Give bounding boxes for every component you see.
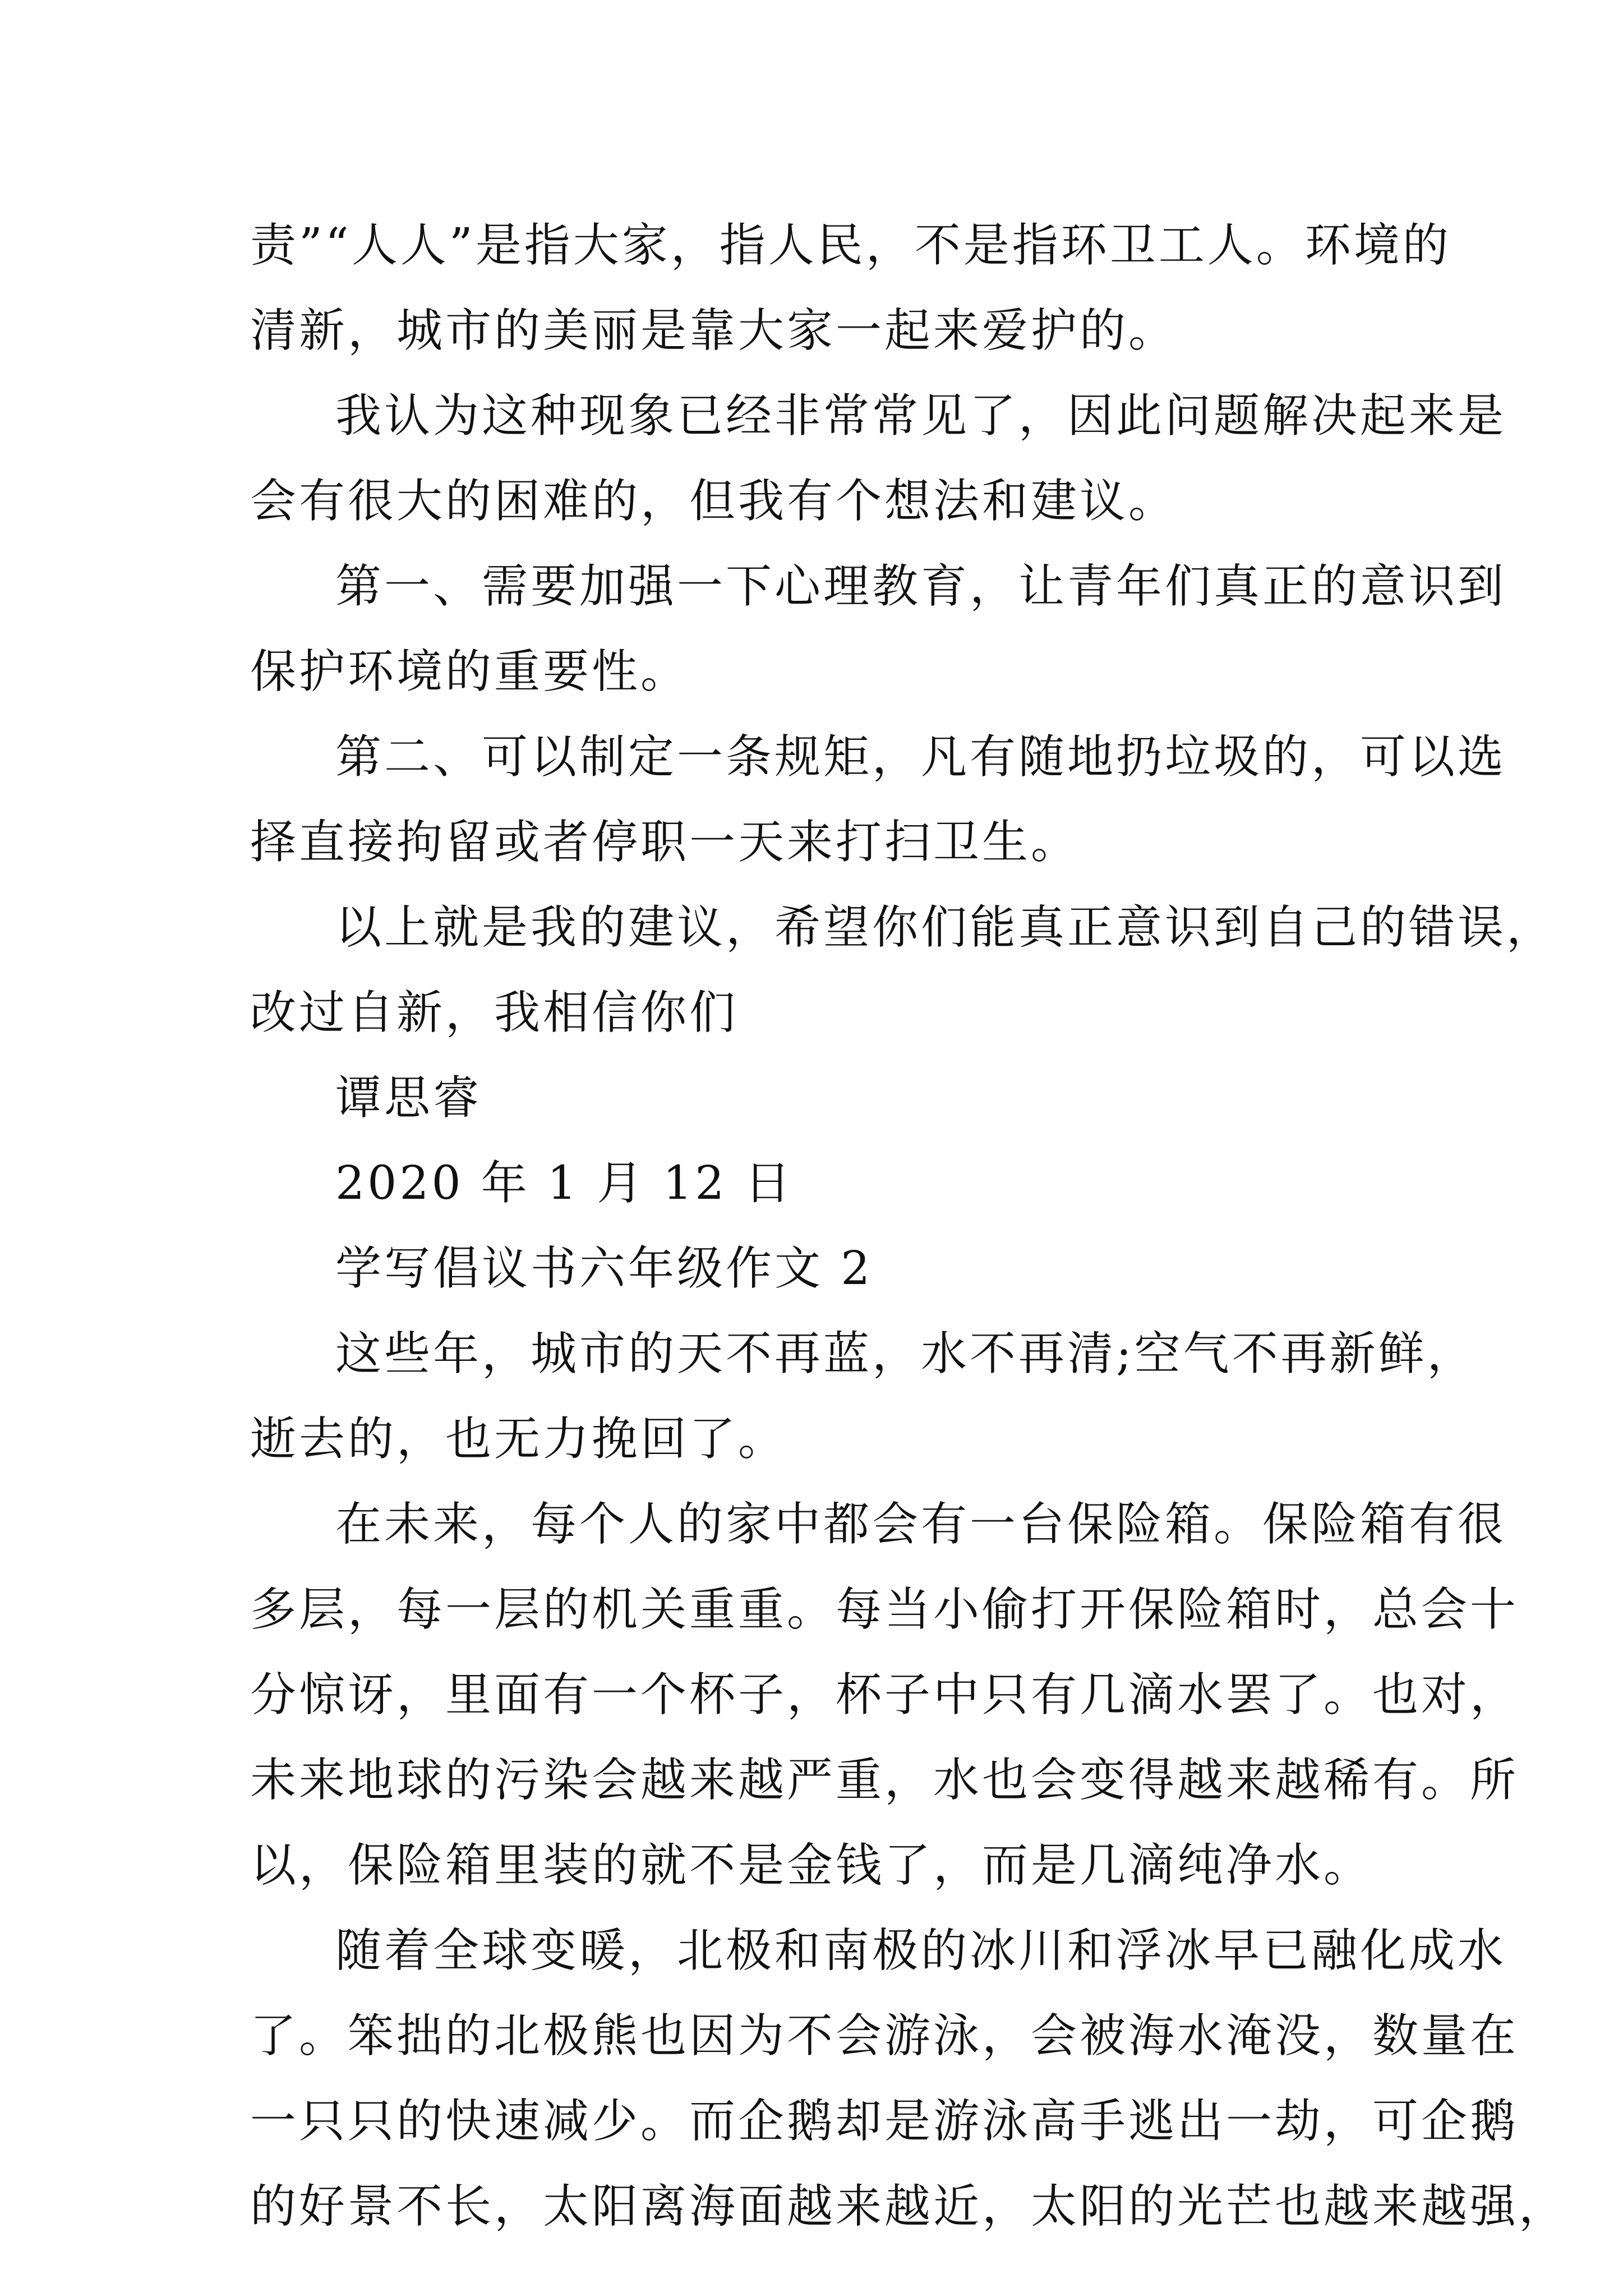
text-line: 责”“人人”是指大家，指人民，不是指环卫工人。环境的 <box>250 219 1451 272</box>
text-line: 了。笨拙的北极熊也因为不会游泳，会被海水淹没，数量在 <box>250 2009 1519 2063</box>
text-line: 未来地球的污染会越来越严重，水也会变得越来越稀有。所 <box>250 1754 1519 1807</box>
text-line: 清新，城市的美丽是靠大家一起来爱护的。 <box>250 304 1178 357</box>
text-line: 一只只的快速减少。而企鹅却是游泳高手逃出一劫，可企鹅 <box>250 2095 1519 2148</box>
document-body <box>250 203 1568 2249</box>
text-line: 逝去的，也无力挽回了。 <box>250 1412 787 1466</box>
paragraph-line: 这些年，城市的天不再蓝，水不再清;空气不再新鲜， <box>335 1327 1476 1381</box>
signature-date: 2020 年 1 月 12 日 <box>335 1157 794 1210</box>
text-line: 以，保险箱里装的就不是金钱了，而是几滴纯净水。 <box>250 1839 1373 1892</box>
paragraph-line: 在未来，每个人的家中都会有一台保险箱。保险箱有很 <box>335 1498 1507 1551</box>
paragraph-line: 第二、可以制定一条规矩，凡有随地扔垃圾的，可以选 <box>335 730 1507 784</box>
paragraph-line: 我认为这种现象已经非常常见了，因此问题解决起来是 <box>335 389 1507 443</box>
signature-name: 谭思睿 <box>335 1071 482 1125</box>
text-line: 会有很大的困难的，但我有个想法和建议。 <box>250 475 1178 528</box>
text-line: 多层，每一层的机关重重。每当小偷打开保险箱时，总会十 <box>250 1583 1519 1636</box>
text-line: 保护环境的重要性。 <box>250 645 690 698</box>
paragraph-line: 以上就是我的建议，希望你们能真正意识到自己的错误， <box>335 901 1556 954</box>
section-title: 学写倡议书六年级作文 2 <box>335 1242 873 1295</box>
text-line: 分惊讶，里面有一个杯子，杯子中只有几滴水罢了。也对， <box>250 1668 1519 1722</box>
paragraph-line: 随着全球变暖，北极和南极的冰川和浮冰早已融化成水 <box>335 1924 1507 1977</box>
paragraph-line: 第一、需要加强一下心理教育，让青年们真正的意识到 <box>335 560 1507 613</box>
text-line: 择直接拘留或者停职一天来打扫卫生。 <box>250 816 1080 869</box>
text-line: 的好景不长，太阳离海面越来越近，太阳的光芒也越来越强， <box>250 2180 1568 2233</box>
text-line: 改过自新，我相信你们 <box>250 986 739 1039</box>
